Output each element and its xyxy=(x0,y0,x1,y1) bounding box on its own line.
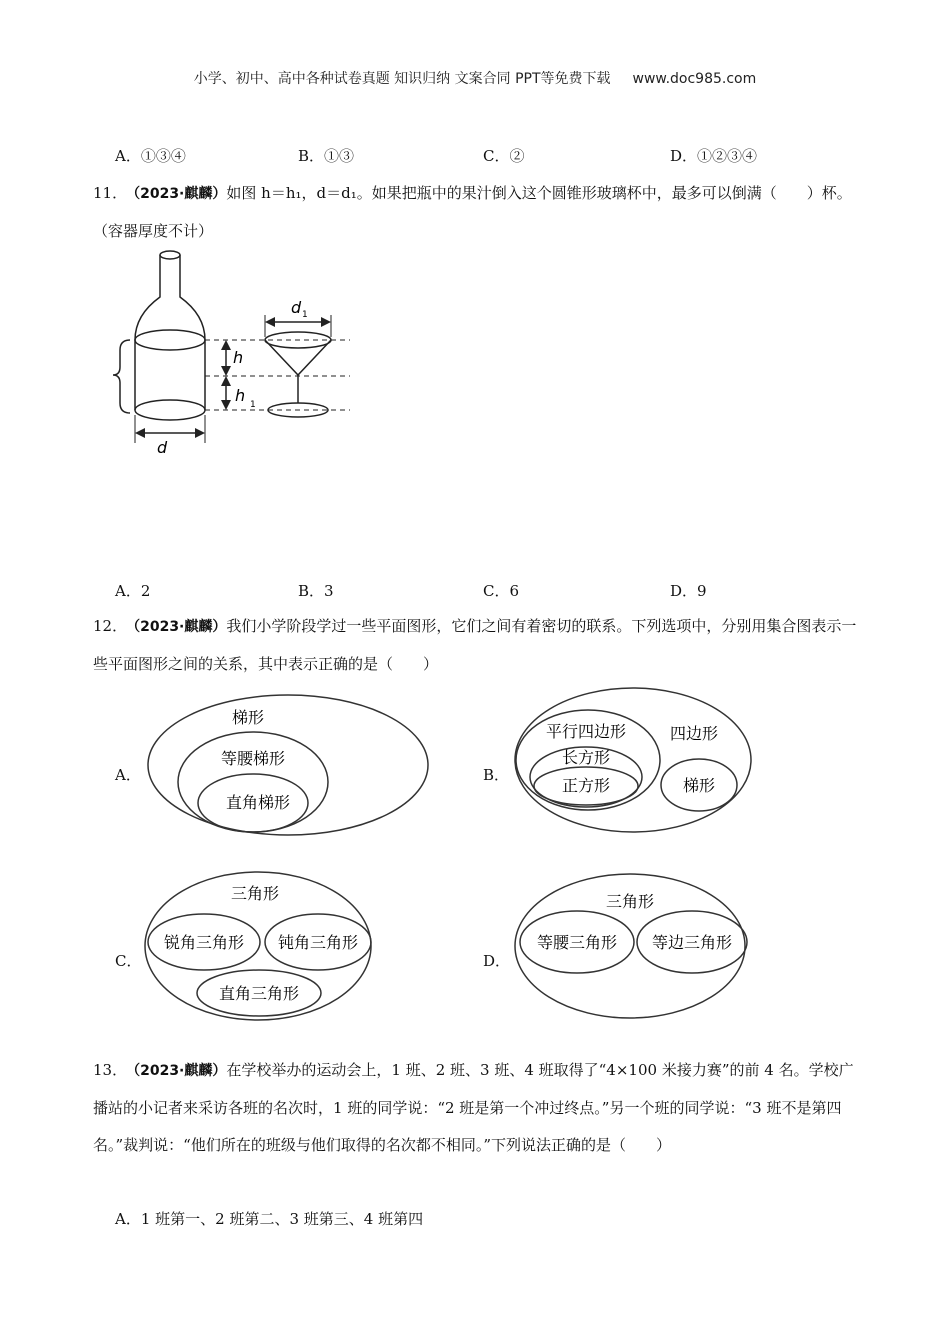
q13-source: （2023·麒麟） xyxy=(133,1063,227,1079)
q13-option-a[interactable]: A．1 班第一、2 班第二、3 班第三、4 班第四 xyxy=(115,1210,424,1228)
d-arrowhead-right xyxy=(195,428,205,438)
label-rectangle: 长方形 xyxy=(561,748,611,767)
bottle-neck-top xyxy=(160,251,180,259)
q10-option-d[interactable]: D．①②③④ xyxy=(670,147,758,165)
label-d1-sub: 1 xyxy=(302,310,308,320)
q11-option-b[interactable]: B．3 xyxy=(298,582,334,600)
ellipse-trapezoid xyxy=(148,695,428,835)
q12-number: 12． xyxy=(93,617,128,635)
h-arrowhead-down xyxy=(221,366,231,376)
question-11 xyxy=(93,175,863,250)
label-equilateral: 等边三角形 xyxy=(651,933,733,952)
q12-diagram-c[interactable] xyxy=(140,868,380,1026)
q12-letter-b[interactable]: B． xyxy=(483,766,510,784)
q12-letter-c[interactable]: C． xyxy=(115,952,142,970)
q11-option-c[interactable]: C．6 xyxy=(483,582,520,600)
label-obtuse: 钝角三角形 xyxy=(277,933,359,952)
q12-letter-a[interactable]: A． xyxy=(115,766,141,784)
d1-arrowhead-left xyxy=(265,317,275,327)
page-header xyxy=(0,68,950,88)
q11-figure xyxy=(105,245,365,460)
q10-option-a[interactable]: A．①③④ xyxy=(115,147,186,165)
q10-option-c[interactable]: C．② xyxy=(483,147,525,165)
label-h1: h xyxy=(235,386,246,405)
label-parallelogram: 平行四边形 xyxy=(545,722,627,741)
label-right-trapezoid: 直角梯形 xyxy=(225,793,291,812)
q12-letter-d[interactable]: D． xyxy=(483,952,511,970)
q12-diagram-b[interactable] xyxy=(508,685,798,835)
bottle-base xyxy=(135,400,205,420)
bottle-brace xyxy=(113,340,130,413)
label-d1: d xyxy=(291,298,302,317)
label-h1-sub: 1 xyxy=(250,400,256,410)
question-13 xyxy=(93,1052,863,1164)
h1-arrowhead-up xyxy=(221,376,231,386)
header-text: 小学、初中、高中各种试卷真题 知识归纳 文案合同 PPT等免费下载 xyxy=(193,71,611,87)
label-d: d xyxy=(157,438,168,457)
label-trapezoid-b: 梯形 xyxy=(682,776,716,795)
q11-number: 11． xyxy=(93,184,128,202)
label-triangle-d: 三角形 xyxy=(605,892,655,911)
d-arrowhead-left xyxy=(135,428,145,438)
d1-arrowhead-right xyxy=(321,317,331,327)
h1-arrowhead-down xyxy=(221,400,231,410)
bottle-liquid-top xyxy=(135,330,205,350)
q12-text: 我们小学阶段学过一些平面图形，它们之间有着密切的联系。下列选项中，分别用集合图表示一些平面图形之间的关系，其中表示正确的是（ ） xyxy=(93,617,857,673)
ellipse-isosceles-trapezoid xyxy=(178,732,328,832)
q11-text: 如图 h＝h₁，d＝d₁。如果把瓶中的果汁倒入这个圆锥形玻璃杯中，最多可以倒满（ ）杯。（容器厚度不计） xyxy=(93,184,852,240)
q13-number: 13． xyxy=(93,1061,128,1079)
label-isosceles: 等腰三角形 xyxy=(536,933,618,952)
label-quadrilateral: 四边形 xyxy=(669,724,719,743)
question-12 xyxy=(93,608,863,683)
q11-source: （2023·麒麟） xyxy=(133,186,227,202)
label-acute: 锐角三角形 xyxy=(163,933,245,952)
q12-source: （2023·麒麟） xyxy=(133,619,227,635)
q12-diagram-a[interactable] xyxy=(140,690,440,840)
label-h: h xyxy=(233,348,244,367)
q10-option-b[interactable]: B．①③ xyxy=(298,147,355,165)
label-isosceles-trapezoid: 等腰梯形 xyxy=(220,749,286,768)
header-url: www.doc985.com xyxy=(632,71,757,87)
h-arrowhead-up xyxy=(221,340,231,350)
q13-text: 在学校举办的运动会上，1 班、2 班、3 班、4 班取得了“4×100 米接力赛”的前 4 名。学校广播站的小记者来采访各班的名次时，1 班的同学说：“2 班是第一个冲过终点。”另一个班的同学说：“3 班不是第四名。”裁判说：“他们所在的班级与他们取得的名次都不相同。”下列说法正确的是（ ） xyxy=(93,1061,854,1154)
q12-diagram-d[interactable] xyxy=(508,868,758,1026)
q11-option-d[interactable]: D．9 xyxy=(670,582,707,600)
label-trapezoid: 梯形 xyxy=(231,708,265,727)
label-triangle-c: 三角形 xyxy=(230,884,280,903)
label-right-triangle: 直角三角形 xyxy=(218,984,300,1003)
label-square: 正方形 xyxy=(561,776,611,795)
q11-option-a[interactable]: A．2 xyxy=(115,582,151,600)
